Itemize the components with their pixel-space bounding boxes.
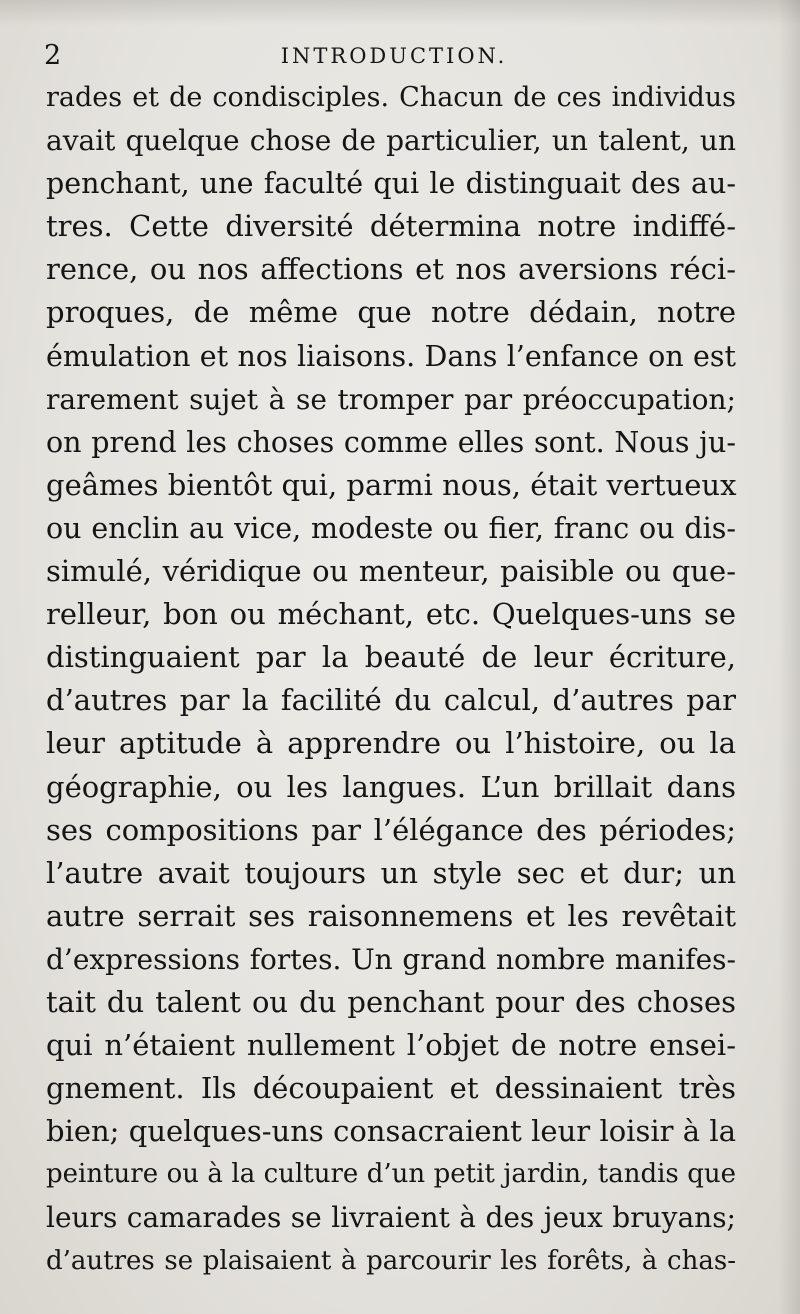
running-head: INTRODUCTION. (280, 44, 508, 68)
body-text (46, 76, 736, 1283)
text-line: rence, ou nos affections et nos aversions réci- (46, 252, 736, 287)
text-line: simulé, véridique ou menteur, paisible ou que- (46, 554, 736, 589)
text-line: autre serrait ses raisonnemens et les revêtait (46, 898, 736, 933)
page-top-edge (0, 0, 800, 26)
text-line: bien; quelques-uns consacraient leur loisir à la (46, 1114, 736, 1149)
text-line: d’autres se plaisaient à parcourir les forêts, à chas- (46, 1245, 736, 1276)
text-line: tres. Cette diversité détermina notre indiffé- (46, 209, 736, 244)
text-line: leur aptitude à apprendre ou l’histoire, ou la (46, 726, 736, 761)
text-line: géographie, ou les langues. L’un brillait dans (46, 769, 736, 804)
text-line: leurs camarades se livraient à des jeux bruyans; (46, 1201, 736, 1235)
text-line: distinguaient par la beauté de leur écriture, (46, 640, 736, 675)
text-line: proques, de même que notre dédain, notre (46, 295, 736, 330)
page-spine-shadow (778, 0, 800, 1314)
text-line: relleur, bon ou méchant, etc. Quelques-uns se (46, 597, 736, 632)
text-line: rarement sujet à se tromper par préoccupation; (46, 382, 736, 416)
text-line: rades et de condisciples. Chacun de ces individus (46, 82, 736, 113)
text-line: d’autres par la facilité du calcul, d’autres par (46, 683, 736, 718)
text-line: penchant, une faculté qui le distinguait des au- (46, 167, 736, 201)
page-number: 2 (44, 40, 62, 71)
text-line: on prend les choses comme elles sont. Nous ju- (46, 425, 736, 459)
text-line: gnement. Ils découpaient et dessinaient très (46, 1071, 736, 1106)
text-line: qui n’étaient nullement l’objet de notre ensei- (46, 1028, 736, 1063)
text-line: avait quelque chose de particulier, un talent, un (46, 124, 736, 158)
text-line: d’expressions fortes. Un grand nombre manifes- (46, 942, 736, 976)
page-header (44, 36, 744, 76)
text-line: ou enclin au vice, modeste ou fier, franc ou dis- (46, 511, 736, 545)
text-line: geâmes bientôt qui, parmi nous, était vertueux (46, 467, 737, 502)
text-line: tait du talent ou du penchant pour des choses (46, 984, 736, 1019)
text-line: émulation et nos liaisons. Dans l’enfance on est (46, 339, 736, 373)
text-line: l’autre avait toujours un style sec et dur; un (46, 855, 736, 890)
text-line: peinture ou à la culture d’un petit jardin, tandis que (46, 1159, 736, 1190)
text-line: ses compositions par l’élégance des périodes; (46, 812, 736, 847)
